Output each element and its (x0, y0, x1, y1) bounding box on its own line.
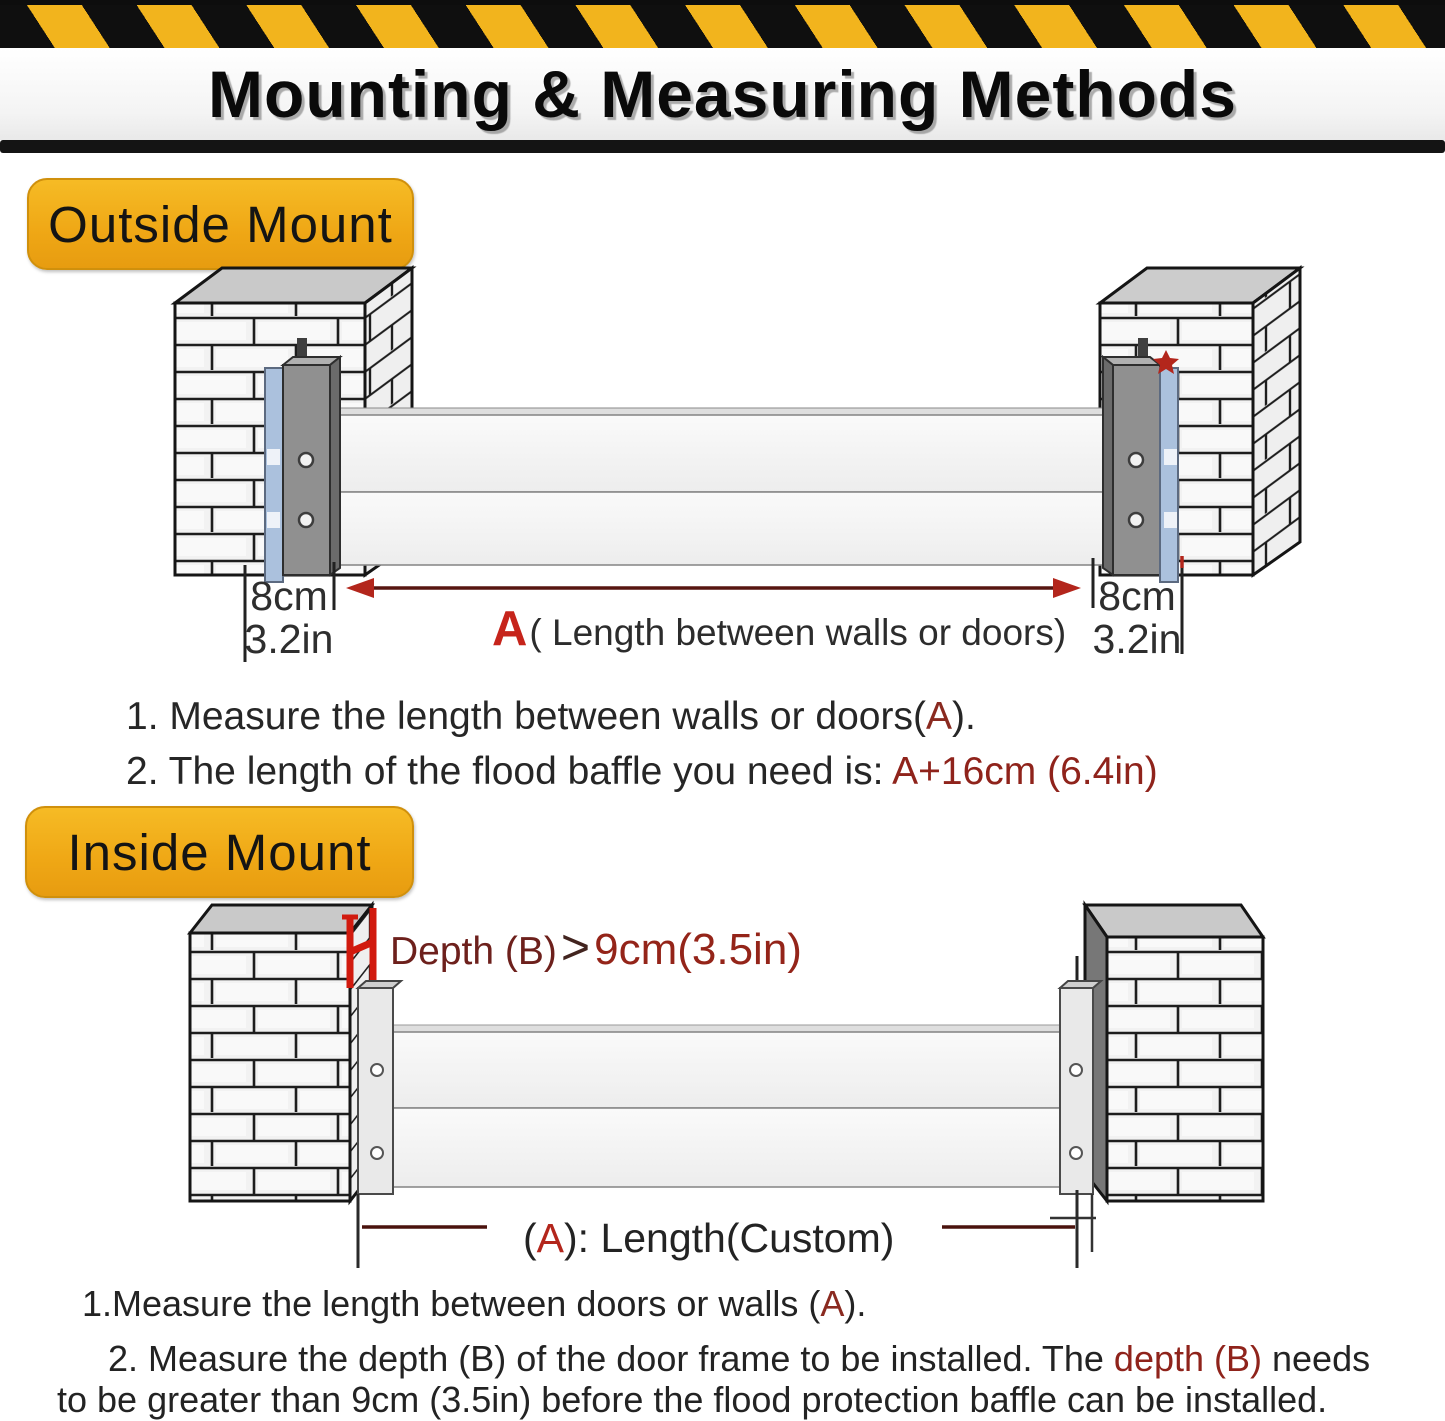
inside-mount-steps (0, 1283, 1445, 1420)
length-a-text: ( Length between walls or doors) (529, 612, 1067, 653)
inside-mount-badge-label: Inside Mount (67, 823, 372, 881)
inside-mount-badge (25, 806, 414, 898)
outside-mount-badge-label: Outside Mount (48, 195, 393, 253)
dim-left-cm: 8cm (250, 573, 328, 619)
dim-right-in: 3.2in (1092, 616, 1182, 662)
inside-step-2-cont: to be greater than 9cm (3.5in) before the flood protection baffle can be installed. (57, 1379, 1328, 1420)
outside-mount-badge (27, 178, 414, 270)
dim-right-cm: 8cm (1098, 573, 1176, 619)
dim-left-in: 3.2in (244, 616, 334, 662)
header-divider (0, 140, 1445, 153)
outside-step-1: 1. Measure the length between walls or doors(A). (126, 695, 976, 738)
depth-label (390, 918, 802, 976)
inside-step-1: 1.Measure the length between doors or walls (A). (82, 1283, 867, 1324)
length-custom-label: ( A ): Length(Custom) (523, 1215, 895, 1261)
length-custom-letter: A (536, 1215, 565, 1261)
greater-than-sign: > (560, 919, 591, 975)
page-title: Mounting & Measuring Methods (208, 57, 1237, 131)
inside-step-2: 2. Measure the depth (B) of the door frame to be installed. The depth (B) needs (108, 1338, 1371, 1379)
outside-step-2: 2. The length of the flood baffle you need is: A+16cm (6.4in) (126, 750, 1158, 793)
length-a-letter: A (492, 602, 528, 656)
title-band (0, 48, 1445, 140)
hazard-stripe-banner (0, 5, 1445, 48)
depth-label-value: 9cm(3.5in) (594, 925, 802, 974)
depth-label-text: Depth (B) (390, 930, 557, 973)
outside-mount-steps (126, 692, 1158, 802)
length-a-label (492, 601, 1066, 657)
